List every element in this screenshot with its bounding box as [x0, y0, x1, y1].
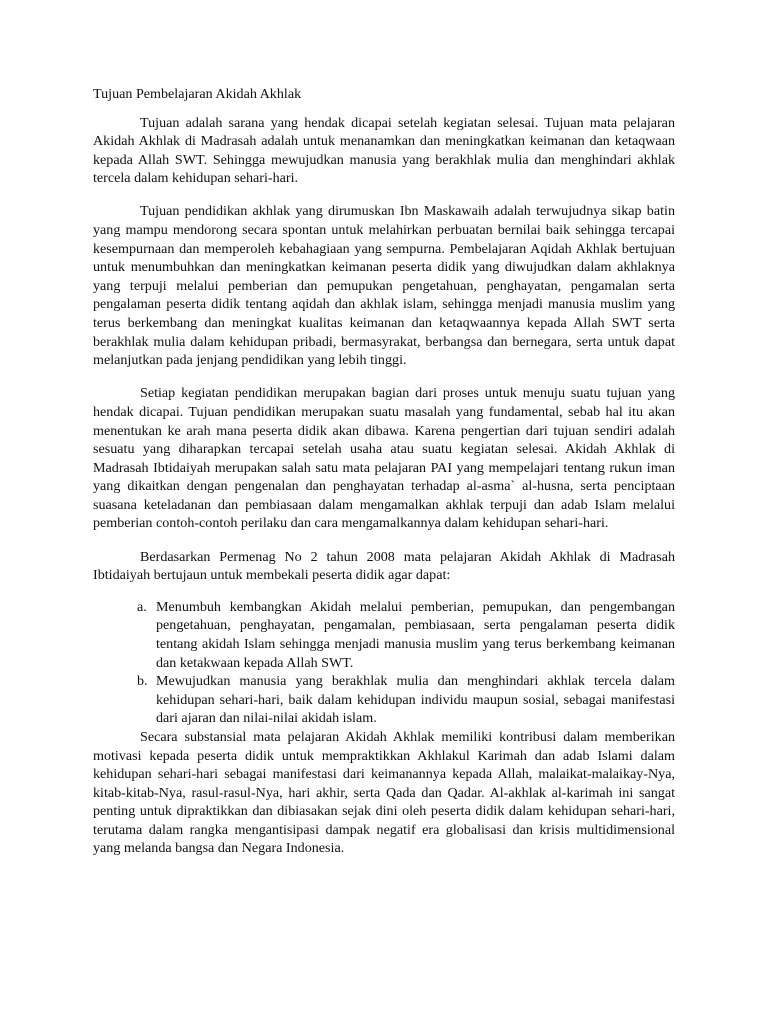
goals-list	[93, 598, 675, 728]
paragraph-3: Setiap kegiatan pendidikan merupakan bagian dari proses untuk menuju suatu tujuan yang hendak dicapai. Tujuan pendidikan merupakan suatu masalah yang fundamental, sebab hal itu akan menentukan ke arah mana peserta didik akan dibawa. Karena pengertian dari tujuan sendiri adalah sesuatu yang diharapkan tercapai setelah usaha atau suatu kegiatan selesai. Akidah Akhlak di Madrasah Ibtidaiyah merupakan salah satu mata pelajaran PAI yang mempelajari tentang rukun iman yang dikaitkan dengan pengenalan dan penghayatan terhadap al-asma` al-husna, serta penciptaan suasana keteladanan dan pembiasaan dalam mengamalkan akhlak terpuji dan adab Islam melalui pemberian contoh-contoh perilaku dan cara mengamalkannya dalam kehidupan sehari-hari.	[93, 385, 675, 532]
paragraph-2: Tujuan pendidikan akhlak yang dirumuskan Ibn Maskawaih adalah terwujudnya sikap batin yang mampu mendorong secara spontan untuk melahirkan perbuatan bernilai baik sehingga tercapai kesempurnaan dan memperoleh kebahagiaan yang sempurna. Pembelajaran Aqidah Akhlak bertujuan untuk menumbuhkan dan meningkatkan keimanan peserta didik yang diwujudkan dalam akhlaknya yang terpuji melalui pemberian dan pemupukan pengetahuan, penghayatan, pengamalan serta pengalaman peserta didik tentang aqidah dan akhlak islam, sehingga menjadi manusia muslim yang terus berkembang dan meningkat kualitas keimanan dan ketaqwaannya kepada Allah SWT serta berakhlak mulia dalam kehidupan pribadi, bermasyrakat, berbangsa dan bernegara, serta untuk dapat melanjutkan pada jenjang pendidikan yang lebih tinggi.	[93, 203, 675, 369]
list-intro-paragraph: Berdasarkan Permenag No 2 tahun 2008 mata pelajaran Akidah Akhlak di Madrasah Ibtidaiyah bertujaun untuk membekali peserta didik agar dapat:	[93, 548, 675, 584]
list-item	[93, 672, 675, 728]
document-page	[93, 85, 675, 858]
document-title: Tujuan Pembelajaran Akidah Akhlak	[93, 86, 302, 102]
list-item	[93, 598, 675, 672]
list-item-text: Menumbuh kembangkan Akidah melalui pemberian, pemupukan, dan pengembangan pengetahuan, penghayatan, pengamalan, pembiasaan, serta pengalaman peserta didik tentang akidah Islam sehingga menjadi manusia muslim yang terus berkembang keimanan dan ketakwaan kepada Allah SWT.	[156, 598, 675, 671]
list-marker: a.	[137, 598, 147, 615]
list-marker: b.	[137, 673, 148, 690]
list-item-text: Mewujudkan manusia yang berakhlak mulia dan menghindari akhlak tercela dalam kehidupan sehari-hari, baik dalam kehidupan individu maupun sosial, sebagai manifestasi dari ajaran dan nilai-nilai akidah islam.	[156, 673, 675, 727]
paragraph-1: Tujuan adalah sarana yang hendak dicapai setelah kegiatan selesai. Tujuan mata pelajaran Akidah Akhlak di Madrasah adalah untuk menanamkan dan meningkatkan keimanan dan ketaqwaan kepada Allah SWT. Sehingga mewujudkan manusia yang berakhlak mulia dan menghindari akhlak tercela dalam kehidupan sehari-hari.	[93, 114, 675, 187]
closing-paragraph: Secara substansial mata pelajaran Akidah Akhlak memiliki kontribusi dalam memberikan motivasi kepada peserta didik untuk mempraktikkan Akhlakul Karimah dan adab Islami dalam kehidupan sehari-hari sebagai manifestasi dari keimanannya kepada Allah, malaikat-malaikay-Nya, kitab-kitab-Nya, rasul-rasul-Nya, hari akhir, serta Qada dan Qadar. Al-akhlak al-karimah ini sangat penting untuk dipraktikkan dan dibiasakan sejak dini oleh peserta didik dalam kehidupan sehari-hari, terutama dalam rangka mengantisipasi dampak negatif era globalisasi dan krisis multidimensional yang melanda bangsa dan Negara Indonesia.	[93, 728, 675, 857]
